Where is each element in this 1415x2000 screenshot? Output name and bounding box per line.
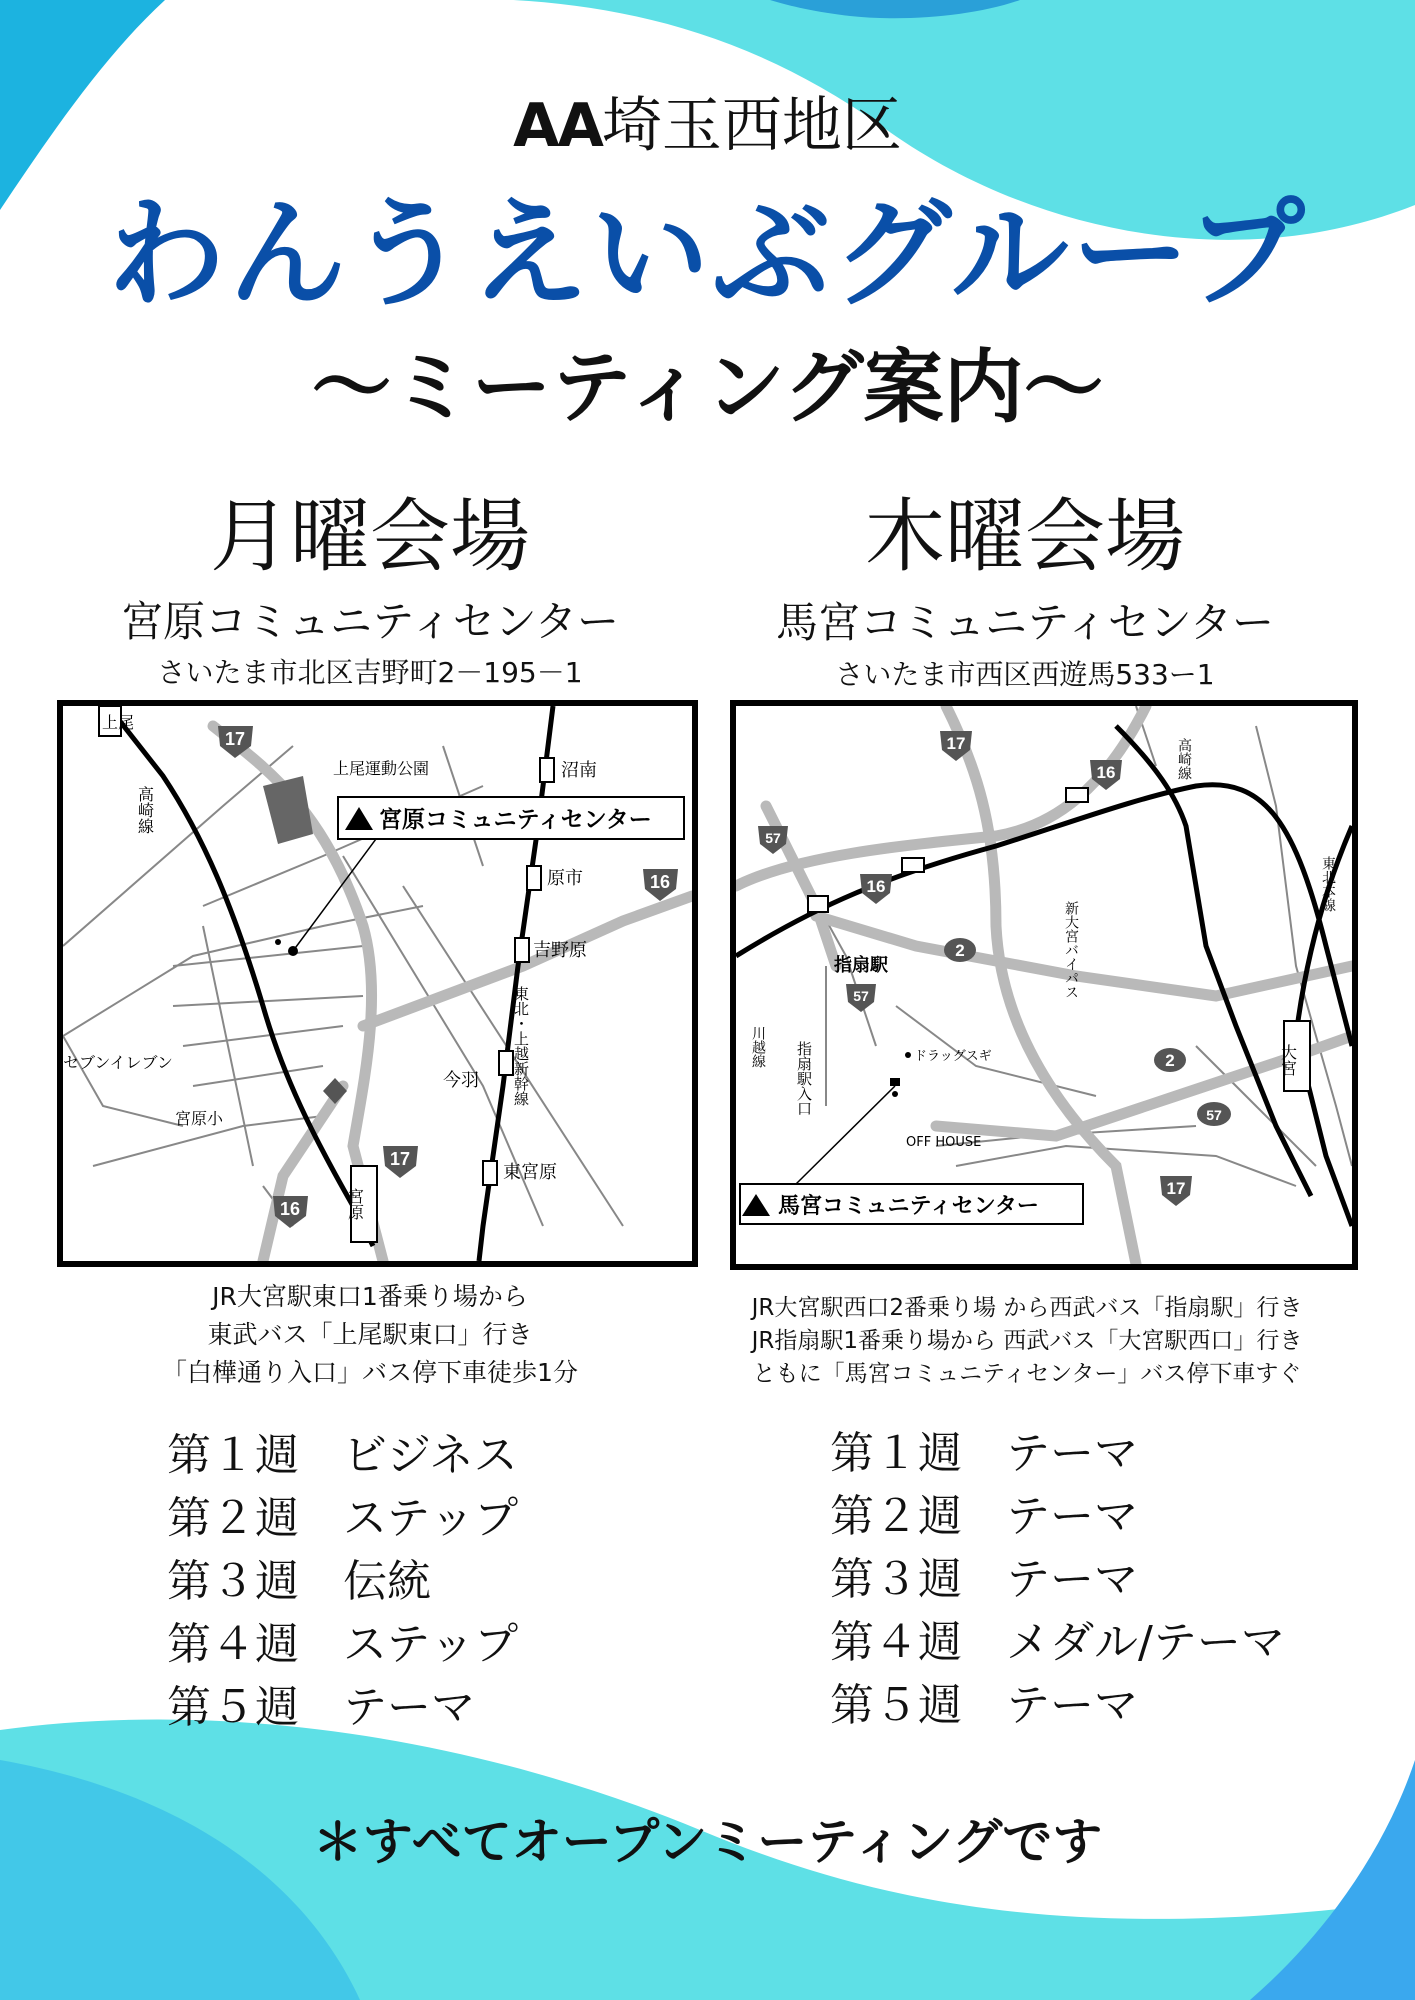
monday-facility-name: 宮原コミュニティセンター [120,597,620,646]
svg-text:17: 17 [224,729,246,749]
map-station-entrance: 指扇駅入口 [795,1041,813,1116]
svg-text:2: 2 [955,941,965,960]
monday-schedule-row: 第４週 ステップ [167,1619,519,1670]
map-station-shonan: 沼南 [561,760,597,781]
thursday-schedule-row: 第２週 テーマ [830,1491,1138,1542]
svg-text:17: 17 [389,1149,411,1169]
monday-venue-title: 月曜会場 [210,490,530,583]
thursday-schedule-row: 第３週 テーマ [830,1554,1138,1605]
map-park-label: 上尾運動公園 [333,759,430,778]
thursday-address: さいたま市西区西遊馬533ー1 [835,658,1215,691]
route-17-shield-south [1160,1176,1192,1206]
svg-text:57: 57 [853,988,869,1004]
map-landmark-school: 宮原小 [175,1109,224,1128]
aa-logo-text: AA [513,91,602,161]
map-line-takasaki: 高崎線 [1176,738,1192,780]
map-line-takasaki: 高崎線 [135,786,155,834]
map-landmark-seven: セブンイレブン [63,1053,173,1072]
route-16-shield-east [643,869,678,901]
map-station-haraichi: 原市 [547,868,583,889]
map-station-yoshinohara: 吉野原 [533,940,587,961]
monday-access-directions: JR大宮駅東口1番乗り場から 東武バス「上尾駅東口」行き 「白樺通り入口」バス停下車徒歩1分 [162,1282,578,1387]
monday-schedule-row: 第１週 ビジネス [167,1430,518,1481]
route-2-shield-east [1154,1048,1186,1072]
monday-address: さいたま市北区吉野町2－195－1 [157,656,583,689]
map-landmark-offhouse: OFF HOUSE [906,1135,982,1150]
map-line-shinkansen: 東北・上越新幹線 [512,986,530,1106]
monday-schedule-row: 第３週 伝統 [167,1556,431,1607]
thursday-map-facility-label [740,1184,1083,1224]
monday-schedule-row: 第５週 テーマ [167,1682,475,1733]
open-meeting-note: ＊すべてオープンミーティングです [312,1813,1103,1871]
thursday-access-directions: JR大宮駅西口2番乗り場 から西武バス「指扇駅」行き JR指扇駅1番乗り場から 西武バス「大宮駅西口」行き ともに「馬宮コミュニティセンター」バス停下車すぐ [751,1295,1303,1387]
monday-schedule-row: 第２週 ステップ [167,1493,519,1544]
svg-text:16: 16 [649,872,671,892]
thursday-venue-title: 木曜会場 [865,490,1185,583]
monday-map-drawing [63,706,692,1261]
monday-map-facility-label [338,797,684,839]
map-line-tohoku: 東北本線 [1320,856,1336,912]
svg-text:16: 16 [279,1199,301,1219]
org-line [0,88,1415,164]
svg-text:宮原コミュニティセンター: 宮原コミュニティセンター [379,807,652,833]
route-16-shield-south [273,1196,308,1228]
map-station-sashiogi: 指扇駅 [834,955,888,976]
park-shape [263,776,313,844]
svg-text:16: 16 [1096,763,1116,782]
svg-text:17: 17 [946,734,966,753]
route-16-shield-west [860,874,892,904]
map-omiya-station: 大宮 [1278,1044,1298,1076]
thursday-schedule-row: 第１週 テーマ [830,1428,1138,1479]
map-station-ageo: 上尾 [102,713,135,732]
map-station-konba: 今羽 [443,1070,479,1091]
svg-text:57: 57 [1206,1107,1222,1123]
map-line-kawagoe: 川越線 [750,1026,766,1068]
route-57-shield-mid [846,984,876,1012]
thursday-facility-name: 馬宮コミュニティセンター [775,598,1275,647]
route-57-shield-east [1197,1102,1231,1126]
thursday-schedule-row: 第４週 メダル/テーマ [830,1617,1285,1668]
svg-text:馬宮コミュニティセンター: 馬宮コミュニティセンター [778,1194,1039,1219]
map-bypass-label: 新大宮バイパス [1063,901,1079,999]
route-17-shield-south [383,1146,418,1178]
svg-text:57: 57 [765,830,781,846]
svg-text:17: 17 [1166,1179,1186,1198]
route-2-road [816,916,1352,996]
monday-schedule [167,1424,518,1739]
map-station-miyahara: 宮原 [345,1188,365,1220]
monday-map [57,700,698,1267]
map-station-higashimiyahara: 東宮原 [503,1162,557,1183]
svg-text:16: 16 [866,877,886,896]
thursday-schedule-row: 第５週 テーマ [830,1680,1138,1731]
group-name: わんうえいぶグループ [107,185,1308,323]
page-subtitle: 〜ミーティング案内〜 [311,341,1104,434]
map-landmark-drugstore: ドラッグスギ [914,1049,992,1064]
thursday-map [730,700,1358,1270]
svg-text:2: 2 [1165,1051,1175,1070]
route-2-shield-west [944,938,976,962]
thursday-map-drawing [736,706,1352,1264]
region-name: 埼玉西地区 [601,91,902,161]
thursday-schedule [830,1422,1285,1737]
